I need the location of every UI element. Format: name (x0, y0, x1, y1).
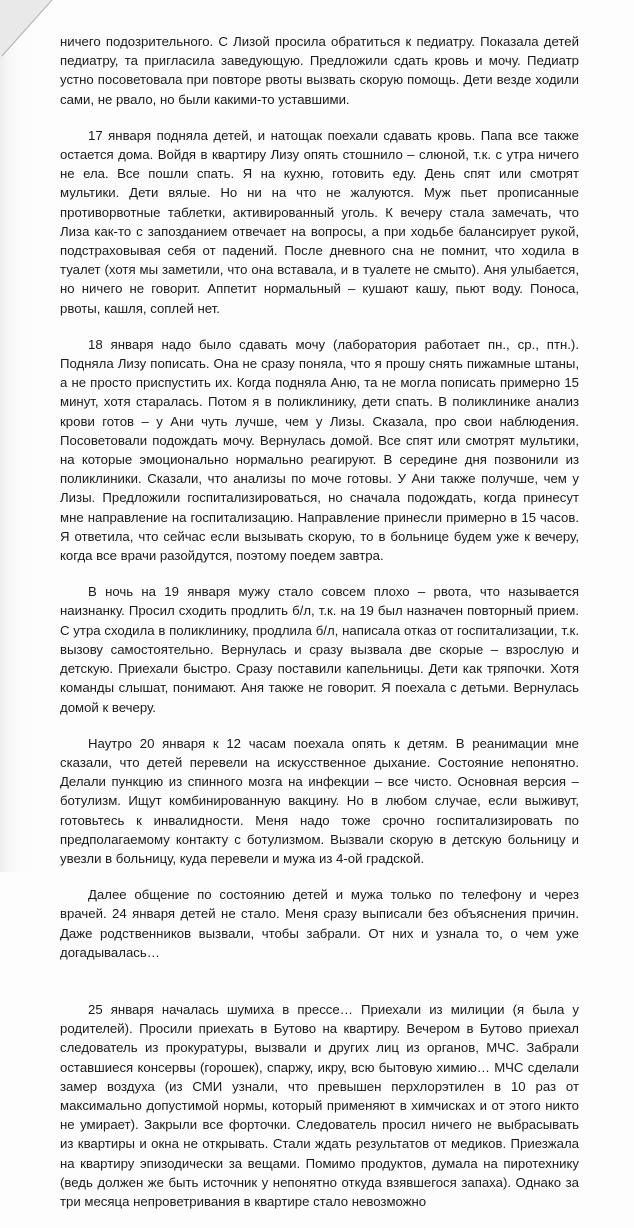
paragraph-jan-20: Наутро 20 января к 12 часам поехала опять к детям. В реанимации мне сказали, что детей перевели на искусственное дыхание. Состояние непонятно. Делали пункцию из спинного мозга на инфекции – все чисто. Основная версия – ботулизм. Ищут комбинированную вакцину. Но в любом случае, если выживут, готовьтесь к инвалидности. Меня надо тоже срочно госпитализировать по предполагаемому контакту с ботулизмом. Вызвали скорую в детскую больницу и увезли в больницу, куда перевели и мужа из 4-ой градской. (60, 735, 579, 866)
paragraph-jan-18: 18 января надо было сдавать мочу (лаборатория работает пн., ср., птн.). Подняла Лизу пописать. Она не сразу поняла, что я прошу снять пижамные штаны, а не просто приспустить их. Когда подняла Аню, та не могла пописать примерно 15 минут, хотя старалась. Потом я в поликлинику, дети спать. В поликлинике анализ крови готов – у Ани чуть лучше, чем у Лизы. Сказала, про свои наблюдения. Посоветовали подождать мочу. Вернулась домой. Все спят или смотрят мультики, на которые эмоционально нормально реагируют. В середине дня позвонили из поликлиники. Сказали, что анализы по моче готовы. У Ани также получше, чем у Лизы. Предложили госпитализироваться, но сначала подождать, когда принесут мне направление на госпитализацию. Направление принесли примерно в 15 часов. Я ответила, что сейчас если вызывать скорую, то в больнице будем уже к вечеру, когда все врачи разойдутся, поэтому поедем завтра. (60, 336, 579, 564)
paragraph-continuation: ничего подозрительного. С Лизой просила обратиться к педиатру. Показала детей педиатру, та пригласила заведующую. Предложили сдать кровь и мочу. Педиатр устно посоветовала при повторе рвоты вызвать скорую помощь. Дети везде ходили сами, не рвало, но были какими-то уставшими. (60, 34, 579, 107)
document-body (60, 8, 579, 1228)
paragraph-jan-24: Далее общение по состоянию детей и мужа только по телефону и через врачей. 24 января детей не стало. Меня сразу выписали без объяснения причин. Даже родственников вызвали, чтобы забрали. От них и узнала то, о чем уже догадывалась… (60, 887, 579, 960)
paragraph-jan-25: 25 января началась шумиха в прессе… Приехали из милиции (я была у родителей). Просили приехать в Бутово на квартиру. Вечером в Бутово приехал следователь из прокуратуры, вызвали и других лиц из органов, МЧС. Забрали оставшиеся консервы (горошек), спаржу, икру, всю бытовую химию… МЧС сделали замер воздуха (из СМИ узнали, что превышен перхлорэтилен в 10 раз от максимально допустимой нормы, который применяют в химчисках и от этого никто не умирает). Закрыли все форточки. Следователь просил ничего не выбрасывать из квартиры и окна не открывать. Стали ждать результатов от медиков. Приезжала на квартиру эпизодически за вещами. Помимо продуктов, думала на пиротехнику (ведь должен же быть источник у непонятно откуда взявшегося запаха). Однако за три месяца непроветривания в квартире стало невозможно (60, 1001, 579, 1209)
paragraph-jan-19: В ночь на 19 января мужу стало совсем плохо – рвота, что называется наизнанку. Просил сходить продлить б/л, т.к. на 19 был назначен повторный прием. С утра сходила в поликлинику, продлила б/л, написала отказ от госпитализации, т.к. вызову самостоятельно. Вернулась и сразу вызвала две скорые – взрослую и детскую. Приехали быстро. Сразу поставили капельницы. Дети как тряпочки. Хотя команды слышат, понимают. Аня также не говорит. Я поехала с детьми. Вернулась домой к вечеру. (60, 584, 579, 715)
paragraph-jan-17: 17 января подняла детей, и натощак поехали сдавать кровь. Папа все также остается дома. Войдя в квартиру Лизу опять стошнило – слюной, т.к. с утра ничего не ела. Все пошли спать. Я на кухню, готовить еду. День спят или смотрят мультики. Дети вялые. Но ни на что не жалуются. Муж пьет прописанные противорвотные таблетки, активированный уголь. К вечеру стала замечать, что Лиза как-то с запозданием отвечает на вопросы, а при ходьбе балансирует рукой, подстраховывая себя от падений. После дневного сна не помнит, что ходила в туалет (хотя мы заметили, что она вставала, и в туалете не смыто). Аня улыбается, но ничего не говорит. Аппетит нормальный – кушают кашу, пьют воду. Поноса, рвоты, кашля, соплей нет. (60, 127, 579, 316)
page-fold-corner (0, 0, 60, 60)
